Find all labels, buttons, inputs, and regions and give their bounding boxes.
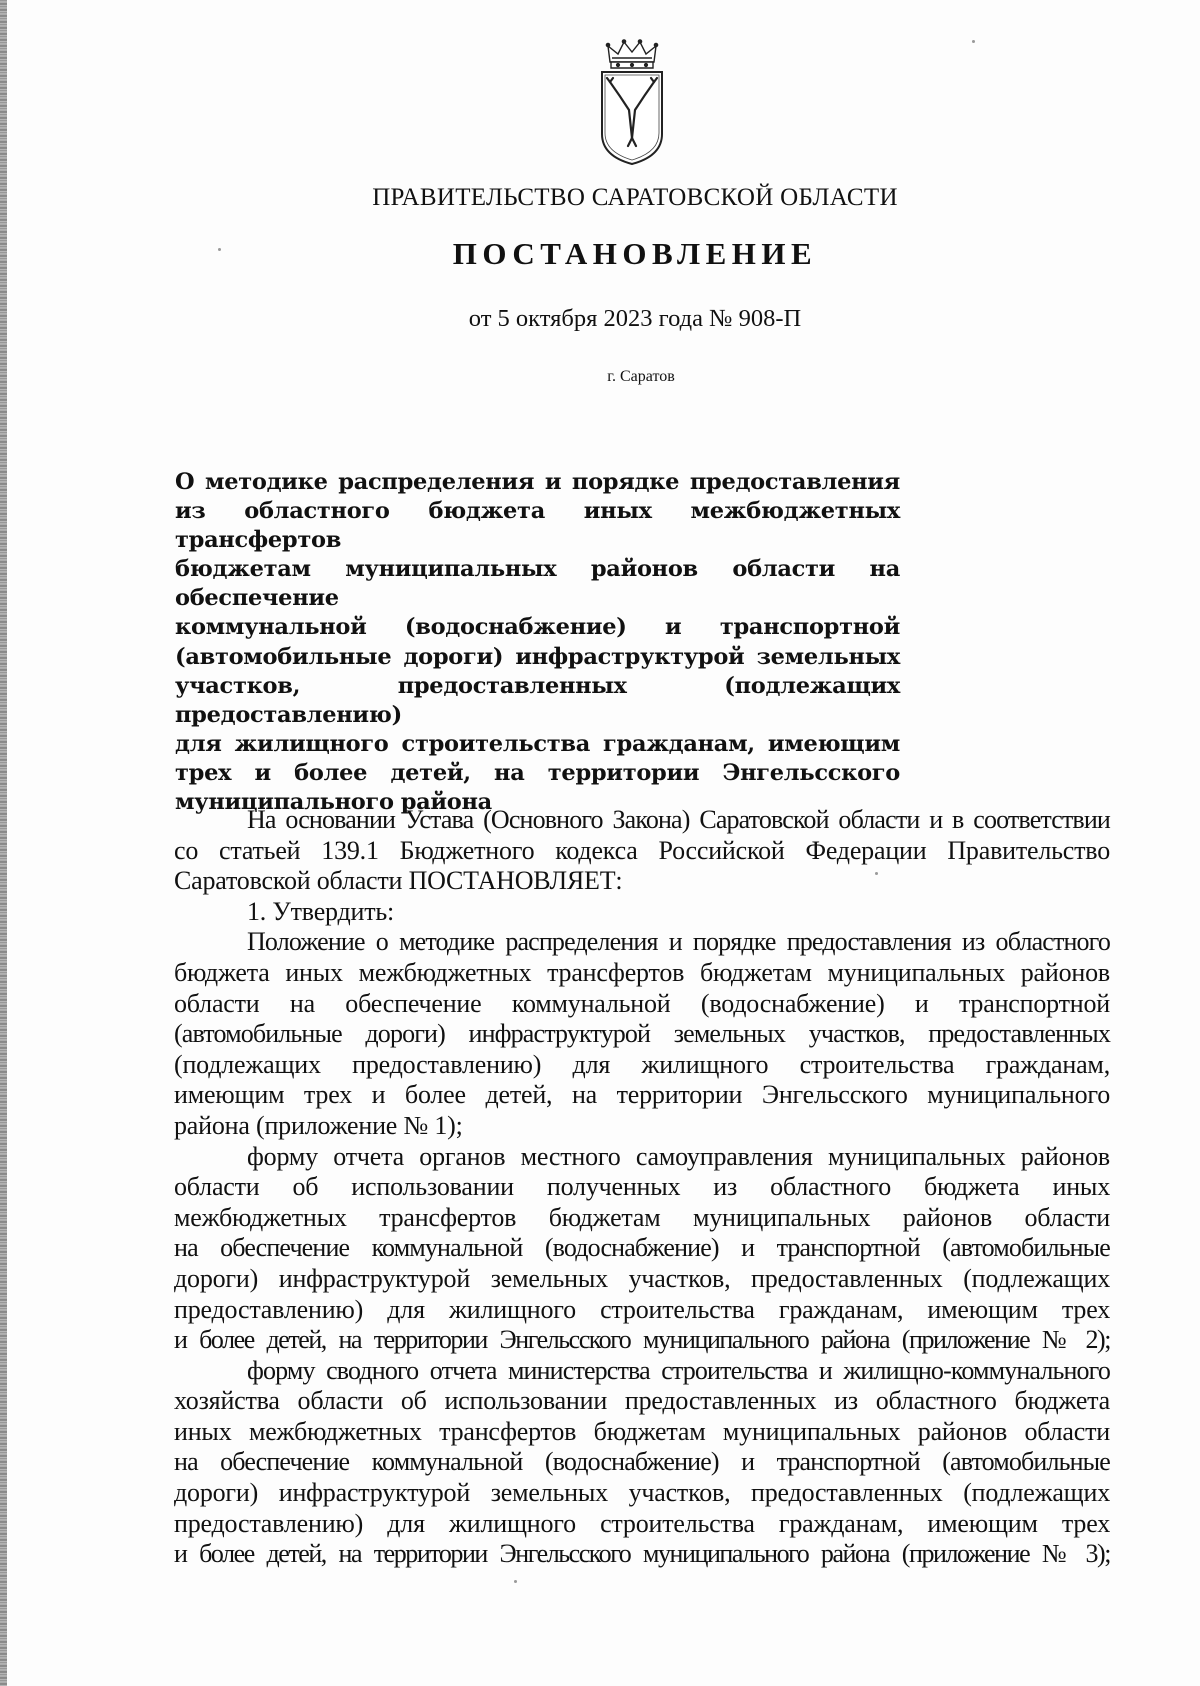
title-line: для жилищного строительства гражданам, имеющим xyxy=(175,730,900,757)
title-line: коммунальной (водоснабжение) и транспортной xyxy=(175,614,900,641)
decree-title xyxy=(175,468,900,817)
body-line: на обеспечение коммунальной (водоснабжение) и транспортной (автомобильные xyxy=(174,1233,1110,1263)
scan-speck xyxy=(514,1580,517,1583)
body-line: Саратовской области ПОСТАНОВЛЯЕТ: xyxy=(174,866,623,896)
body-line: Положение о методике распределения и порядке предоставления из областного xyxy=(247,927,1110,957)
title-line: муниципального района xyxy=(175,789,492,816)
body-line: и более детей, на территории Энгельсского муниципального района (приложение № 2); xyxy=(174,1325,1110,1355)
document-type-heading: ПОСТАНОВЛЕНИЕ xyxy=(452,236,818,271)
body-line: и более детей, на территории Энгельсского муниципального района (приложение № 3); xyxy=(174,1539,1110,1569)
body-line: на обеспечение коммунальной (водоснабжение) и транспортной (автомобильные xyxy=(174,1447,1110,1477)
body-line: На основании Устава (Основного Закона) Саратовской области и в соответствии xyxy=(247,805,1110,834)
body-line: иных межбюджетных трансфертов бюджетам муниципальных районов области xyxy=(174,1416,1110,1446)
title-line: бюджетам муниципальных районов области на обеспечение xyxy=(175,556,900,612)
body-line: района (приложение № 1); xyxy=(174,1110,463,1140)
body-line: дороги) инфраструктурой земельных участков, предоставленных (подлежащих xyxy=(174,1478,1110,1508)
title-line: участков, предоставленных (подлежащих предоставлению) xyxy=(175,672,900,728)
title-line: (автомобильные дороги) инфраструктурой земельных xyxy=(175,643,900,670)
decree-body xyxy=(174,805,1110,1570)
scan-speck xyxy=(972,40,975,43)
government-name: ПРАВИТЕЛЬСТВО САРАТОВСКОЙ ОБЛАСТИ xyxy=(372,184,898,211)
title-line: из областного бюджета иных межбюджетных трансфертов xyxy=(175,498,900,554)
body-line: бюджета иных межбюджетных трансфертов бюджетам муниципальных районов xyxy=(174,957,1110,987)
body-line: области об использовании полученных из областного бюджета иных xyxy=(174,1172,1110,1202)
body-line: (автомобильные дороги) инфраструктурой земельных участков, предоставленных xyxy=(174,1019,1110,1049)
title-line: О методике распределения и порядке предоставления xyxy=(175,469,900,495)
date-and-number: от 5 октября 2023 года № 908-П xyxy=(468,305,802,332)
title-line: трех и более детей, на территории Энгельсского xyxy=(175,759,900,786)
body-line: (подлежащих предоставлению) для жилищного строительства гражданам, xyxy=(174,1049,1110,1079)
coat-of-arms-emblem xyxy=(598,38,666,166)
body-line: области на обеспечение коммунальной (водоснабжение) и транспортной xyxy=(174,988,1110,1018)
body-line: форму сводного отчета министерства строительства и жилищно-коммунального xyxy=(247,1355,1110,1385)
body-line: со статьей 139.1 Бюджетного кодекса Российской Федерации Правительство xyxy=(174,835,1110,865)
body-line: хозяйства области об использовании предоставленных из областного бюджета xyxy=(174,1386,1110,1416)
body-line: 1. Утвердить: xyxy=(247,896,395,926)
body-line: предоставлению) для жилищного строительства гражданам, имеющим трех xyxy=(174,1294,1110,1324)
body-line: форму отчета органов местного самоуправления муниципальных районов xyxy=(247,1141,1110,1171)
body-line: имеющим трех и более детей, на территории Энгельсского муниципального xyxy=(174,1080,1110,1110)
body-line: межбюджетных трансфертов бюджетам муниципальных районов области xyxy=(174,1202,1110,1232)
body-line: дороги) инфраструктурой земельных участков, предоставленных (подлежащих xyxy=(174,1263,1110,1293)
city-name: г. Саратов xyxy=(607,368,675,385)
body-line: предоставлению) для жилищного строительства гражданам, имеющим трех xyxy=(174,1508,1110,1538)
